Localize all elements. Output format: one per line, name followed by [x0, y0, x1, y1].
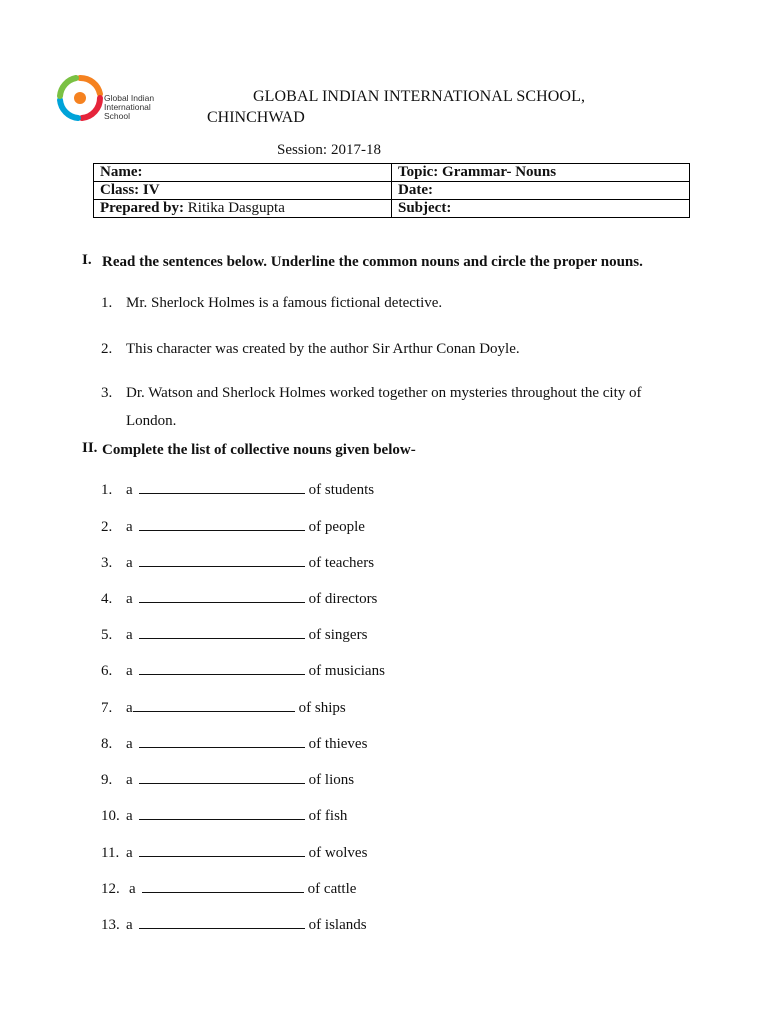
item-suffix: of students	[308, 482, 375, 498]
session-label: Session:	[277, 142, 328, 158]
item-suffix: of people	[308, 519, 365, 535]
topic-label: Topic:	[398, 164, 439, 180]
answer-blank[interactable]	[139, 841, 305, 857]
answer-blank[interactable]	[139, 804, 305, 820]
section-numeral: I.	[82, 252, 92, 268]
item-number: 12.	[101, 881, 120, 897]
item-number: 9.	[101, 772, 113, 788]
item-number: 11.	[101, 845, 120, 861]
date-label: Date:	[398, 182, 433, 198]
answer-blank[interactable]	[139, 478, 305, 494]
item-suffix: of singers	[308, 627, 368, 643]
school-logo	[56, 72, 156, 128]
item-number: 6.	[101, 663, 113, 679]
item-number: 3.	[101, 555, 113, 571]
answer-blank[interactable]	[139, 732, 305, 748]
item-prefix: a	[126, 736, 133, 752]
item-prefix: a	[129, 881, 136, 897]
item-prefix: a	[126, 555, 133, 571]
sentence-text: Mr. Sherlock Holmes is a famous fictional detective.	[126, 295, 443, 311]
item-number: 1.	[101, 295, 113, 311]
logo-line: Global Indian	[104, 93, 155, 103]
session-value: 2017-18	[331, 142, 382, 158]
prepared-cell	[94, 200, 392, 218]
item-number: 3.	[101, 385, 113, 401]
answer-blank[interactable]	[133, 696, 295, 712]
item-prefix: a	[126, 808, 133, 824]
item-number: 7.	[101, 700, 113, 716]
item-number: 1.	[101, 482, 113, 498]
name-cell[interactable]	[94, 164, 392, 182]
item-suffix: of directors	[308, 591, 378, 607]
prepared-value: Ritika Dasgupta	[187, 200, 285, 216]
answer-blank[interactable]	[139, 913, 305, 929]
item-number: 5.	[101, 627, 113, 643]
logo-line: International	[104, 102, 151, 112]
item-prefix: a	[126, 591, 133, 607]
table-row	[94, 182, 690, 200]
item-suffix: of islands	[308, 917, 367, 933]
item-prefix: a	[126, 482, 133, 498]
topic-value: Grammar- Nouns	[442, 164, 557, 180]
logo-wordmark	[104, 94, 154, 121]
item-suffix: of cattle	[307, 881, 357, 897]
item-suffix: of ships	[298, 700, 346, 716]
topic-cell	[392, 164, 690, 182]
item-prefix: a	[126, 627, 133, 643]
subject-label: Subject:	[398, 200, 452, 216]
item-prefix: a	[126, 772, 133, 788]
answer-blank[interactable]	[139, 515, 305, 531]
section-numeral: II.	[82, 440, 98, 456]
item-prefix: a	[126, 700, 133, 716]
answer-blank[interactable]	[139, 587, 305, 603]
date-cell[interactable]	[392, 182, 690, 200]
answer-blank[interactable]	[139, 659, 305, 675]
prepared-label: Prepared by:	[100, 200, 185, 216]
item-number: 2.	[101, 341, 113, 357]
item-suffix: of teachers	[308, 555, 375, 571]
class-value: IV	[142, 182, 160, 198]
item-number: 8.	[101, 736, 113, 752]
class-label: Class:	[100, 182, 140, 198]
table-row	[94, 164, 690, 182]
answer-blank[interactable]	[139, 768, 305, 784]
item-prefix: a	[126, 917, 133, 933]
worksheet-info-table	[93, 163, 690, 218]
table-row	[94, 200, 690, 218]
item-suffix: of thieves	[308, 736, 368, 752]
class-cell	[94, 182, 392, 200]
answer-blank[interactable]	[142, 877, 304, 893]
item-number: 2.	[101, 519, 113, 535]
school-logo-icon	[56, 72, 104, 128]
item-suffix: of musicians	[308, 663, 385, 679]
section-instruction: Complete the list of collective nouns given below-	[102, 442, 416, 458]
session-line	[277, 142, 381, 159]
answer-blank[interactable]	[139, 551, 305, 567]
school-name: GLOBAL INDIAN INTERNATIONAL SCHOOL,	[253, 88, 586, 105]
sentence-text: This character was created by the author Sir Arthur Conan Doyle.	[126, 341, 520, 357]
item-prefix: a	[126, 845, 133, 861]
item-prefix: a	[126, 519, 133, 535]
logo-line: School	[104, 111, 130, 121]
section-instruction: Read the sentences below. Underline the common nouns and circle the proper nouns.	[102, 254, 643, 270]
sentence-text: Dr. Watson and Sherlock Holmes worked together on mysteries throughout the city of London.	[126, 385, 642, 429]
school-location: CHINCHWAD	[207, 109, 305, 126]
item-suffix: of wolves	[308, 845, 368, 861]
item-number: 10.	[101, 808, 120, 824]
name-label: Name:	[100, 164, 143, 180]
subject-cell[interactable]	[392, 200, 690, 218]
answer-blank[interactable]	[139, 623, 305, 639]
item-number: 4.	[101, 591, 113, 607]
item-suffix: of fish	[308, 808, 348, 824]
item-suffix: of lions	[308, 772, 355, 788]
item-prefix: a	[126, 663, 133, 679]
item-number: 13.	[101, 917, 120, 933]
